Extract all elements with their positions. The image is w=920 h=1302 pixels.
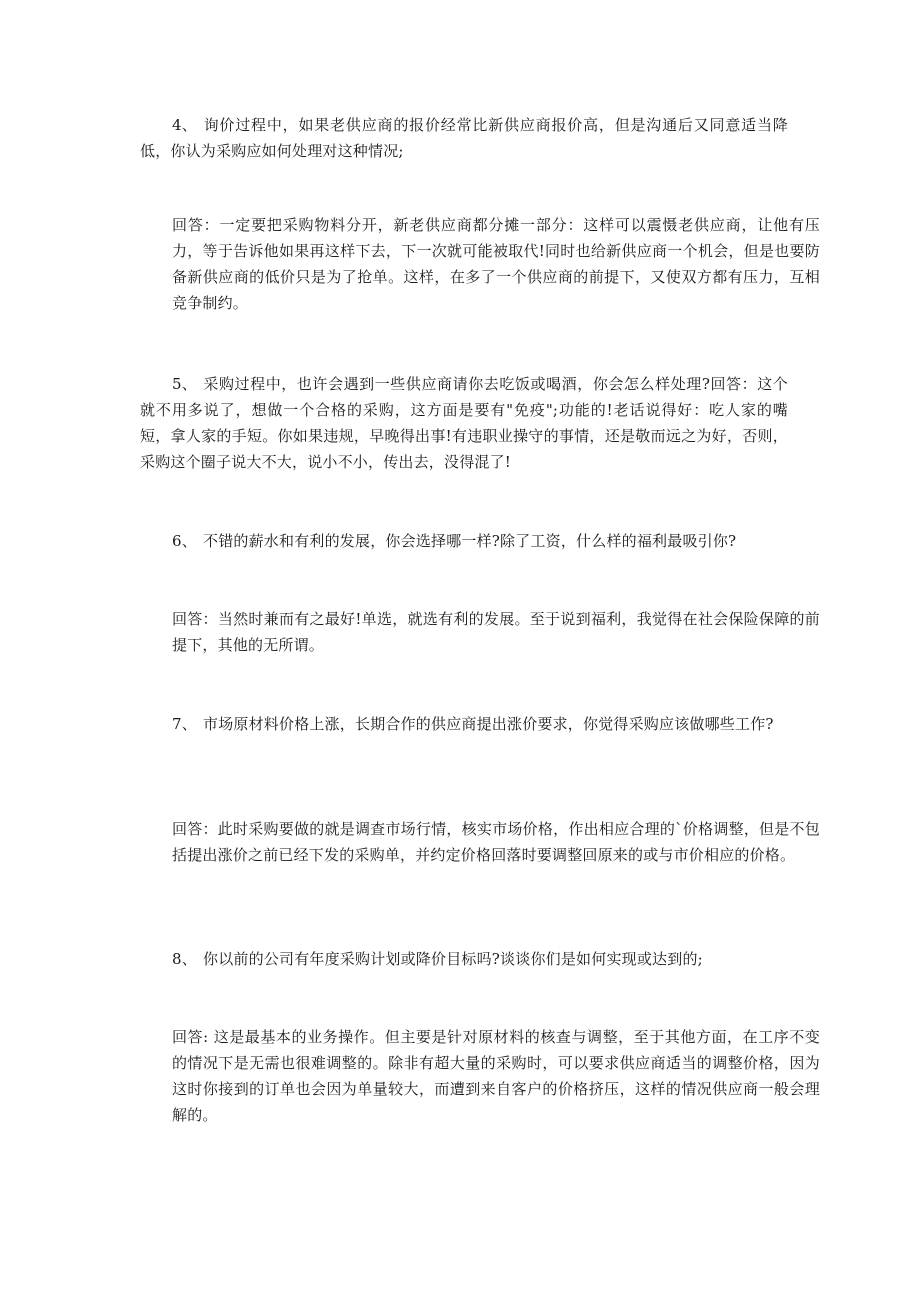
question-number: 7、	[172, 715, 197, 733]
question-5	[140, 371, 788, 475]
question-text: 采购过程中，也许会遇到一些供应商请你去吃饭或喝酒，你会怎么样处理?回答：这个就不用多说了，想做一个合格的采购，这方面是要有"免疫";功能的!老话说得好：吃人家的嘴短，拿人家的手短。你如果违规，早晚得出事!有违职业操守的事情，还是敬而远之为好，否则，采购这个圈子说大不大，说小不小，传出去，没得混了!	[140, 375, 788, 471]
answer-7: 回答：此时采购要做的就是调查市场行情，核实市场价格，作出相应合理的`价格调整，但是不包括提出涨价之前已经下发的采购单，并约定价格回落时要调整回原来的或与市价相应的价格。	[172, 820, 820, 864]
question-6	[140, 528, 788, 554]
question-text: 你以前的公司有年度采购计划或降价目标吗?谈谈你们是如何实现或达到的;	[203, 950, 703, 968]
question-8	[140, 946, 788, 972]
question-number: 5、	[172, 375, 197, 393]
answer-6: 回答：当然时兼而有之最好!单选，就选有利的发展。至于说到福利，我觉得在社会保险保障的前提下，其他的无所谓。	[172, 610, 820, 654]
question-text: 市场原材料价格上涨，长期合作的供应商提出涨价要求，你觉得采购应该做哪些工作?	[203, 715, 774, 733]
question-7	[140, 711, 788, 737]
question-4	[140, 112, 788, 164]
question-number: 8、	[172, 950, 197, 968]
question-number: 4、	[172, 116, 197, 134]
question-text: 询价过程中，如果老供应商的报价经常比新供应商报价高，但是沟通后又同意适当降低，你认为采购应如何处理对这种情况;	[140, 116, 788, 160]
question-number: 6、	[172, 532, 197, 550]
question-text: 不错的薪水和有利的发展，你会选择哪一样?除了工资，什么样的福利最吸引你?	[203, 532, 737, 550]
answer-4: 回答：一定要把采购物料分开，新老供应商都分摊一部分：这样可以震慑老供应商，让他有压力，等于告诉他如果再这样下去，下一次就可能被取代!同时也给新供应商一个机会，但是也要防备新供应商的低价只是为了抢单。这样，在多了一个供应商的前提下，又使双方都有压力，互相竞争制约。	[172, 216, 820, 312]
answer-8: 回答: 这是最基本的业务操作。但主要是针对原材料的核查与调整，至于其他方面，在工序不变的情况下是无需也很难调整的。除非有超大量的采购时，可以要求供应商适当的调整价格，因为这时你接到的订单也会因为单量较大，而遭到来自客户的价格挤压，这样的情况供应商一般会理解的。	[172, 1028, 820, 1124]
